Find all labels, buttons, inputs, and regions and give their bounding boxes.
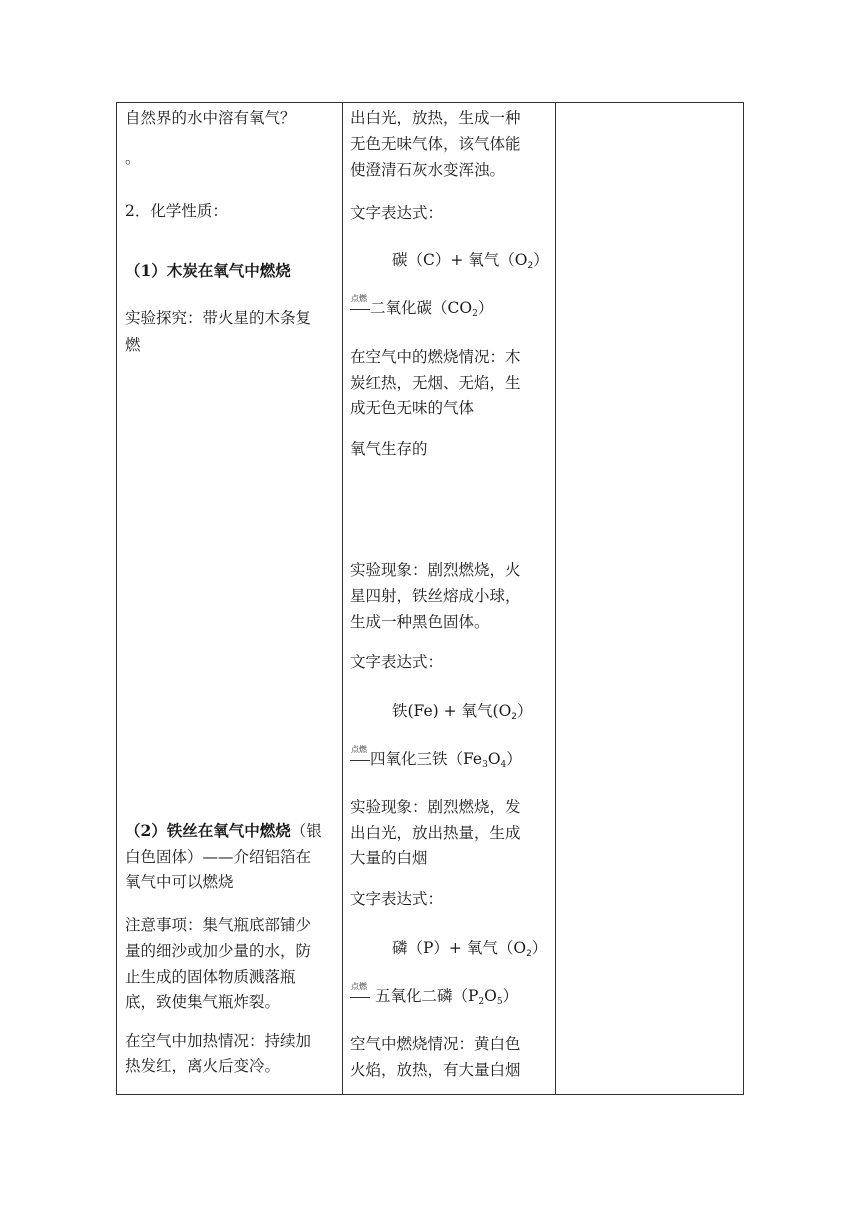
text-line: 止生成的固体物质溅落瓶 — [125, 968, 296, 986]
section-heading: （1）木炭在氧气中燃烧 — [125, 261, 291, 280]
text-line: 火焰，放热，有大量白烟 — [350, 1061, 521, 1079]
equation-right: 点燃 五氧化二磷$(P_2O_5)$ — [351, 982, 519, 1007]
content-column — [117, 103, 342, 1094]
text-line: 量的细沙或加少量的水，防 — [125, 942, 312, 960]
text-line: 实验现象：剧烈燃烧，火 — [350, 561, 521, 579]
reaction-arrow: 点燃 — [350, 752, 370, 766]
text-line: 注意事项：集气瓶底部铺少 — [125, 916, 312, 934]
text-line: 成无色无味的气体 — [350, 399, 475, 417]
text-line: 白色固体）——介绍铝箔在 — [125, 848, 312, 866]
equation-left: 铁(Fe) + 氧气$(O_2)$ — [392, 702, 533, 722]
text-line: 大量的白烟 — [350, 849, 428, 867]
text-line: 出白光，放热，生成一种 — [350, 109, 521, 127]
text-line: 空气中燃烧情况：黄白色 — [350, 1035, 521, 1053]
text-line: 炭红热，无烟、无焰，生 — [350, 374, 521, 392]
text-line: 底，致使集气瓶炸裂。 — [125, 993, 281, 1011]
equation-right: 点燃 四氧化三铁$(Fe_3O_4)$ — [351, 745, 522, 770]
text-line: 文字表达式： — [350, 204, 444, 222]
lesson-table — [116, 102, 744, 1095]
equation-left: 磷（P）+ 氧气$(O_2)$ — [392, 939, 548, 959]
text-line: 在空气中的燃烧情况：木 — [350, 348, 521, 366]
text-line: 无色无味气体，该气体能 — [350, 135, 521, 153]
text-line: 在空气中加热情况：持续加 — [125, 1032, 312, 1050]
empty-column — [555, 103, 745, 1094]
text-line: 实验现象：剧烈燃烧，发 — [350, 798, 521, 816]
equation-right: 点燃 二氧化碳$(CO_2)$ — [351, 294, 494, 319]
content-column — [342, 103, 555, 1094]
text-line: 星四射，铁丝熔成小球， — [350, 587, 521, 605]
text-line: 出白光，放出热量，生成 — [350, 824, 521, 842]
text-line: 氧气中可以燃烧 — [125, 873, 234, 891]
text-line: 文字表达式： — [350, 653, 444, 671]
text-line: 2．化学性质： — [125, 202, 228, 220]
text-line: 。 — [125, 149, 141, 167]
text-line: 燃 — [125, 336, 141, 354]
text-line: 生成一种黑色固体。 — [350, 613, 490, 631]
text-line: 氧气生存的 — [350, 440, 428, 458]
reaction-arrow: 点燃 — [350, 301, 370, 315]
section-heading: （2）铁丝在氧气中燃烧（银 — [125, 821, 322, 840]
text-line: 热发红，离火后变冷。 — [125, 1057, 281, 1075]
text-line: 实验探究：带火星的木条复 — [125, 309, 312, 327]
equation-left: 碳（C）+ 氧气$(O_2)$ — [392, 251, 549, 271]
reaction-arrow: 点燃 — [350, 989, 370, 1003]
text-line: 文字表达式： — [350, 890, 444, 908]
text-line: 自然界的水中溶有氧气？ — [125, 109, 296, 127]
text-line: 使澄清石灰水变浑浊。 — [350, 161, 506, 179]
